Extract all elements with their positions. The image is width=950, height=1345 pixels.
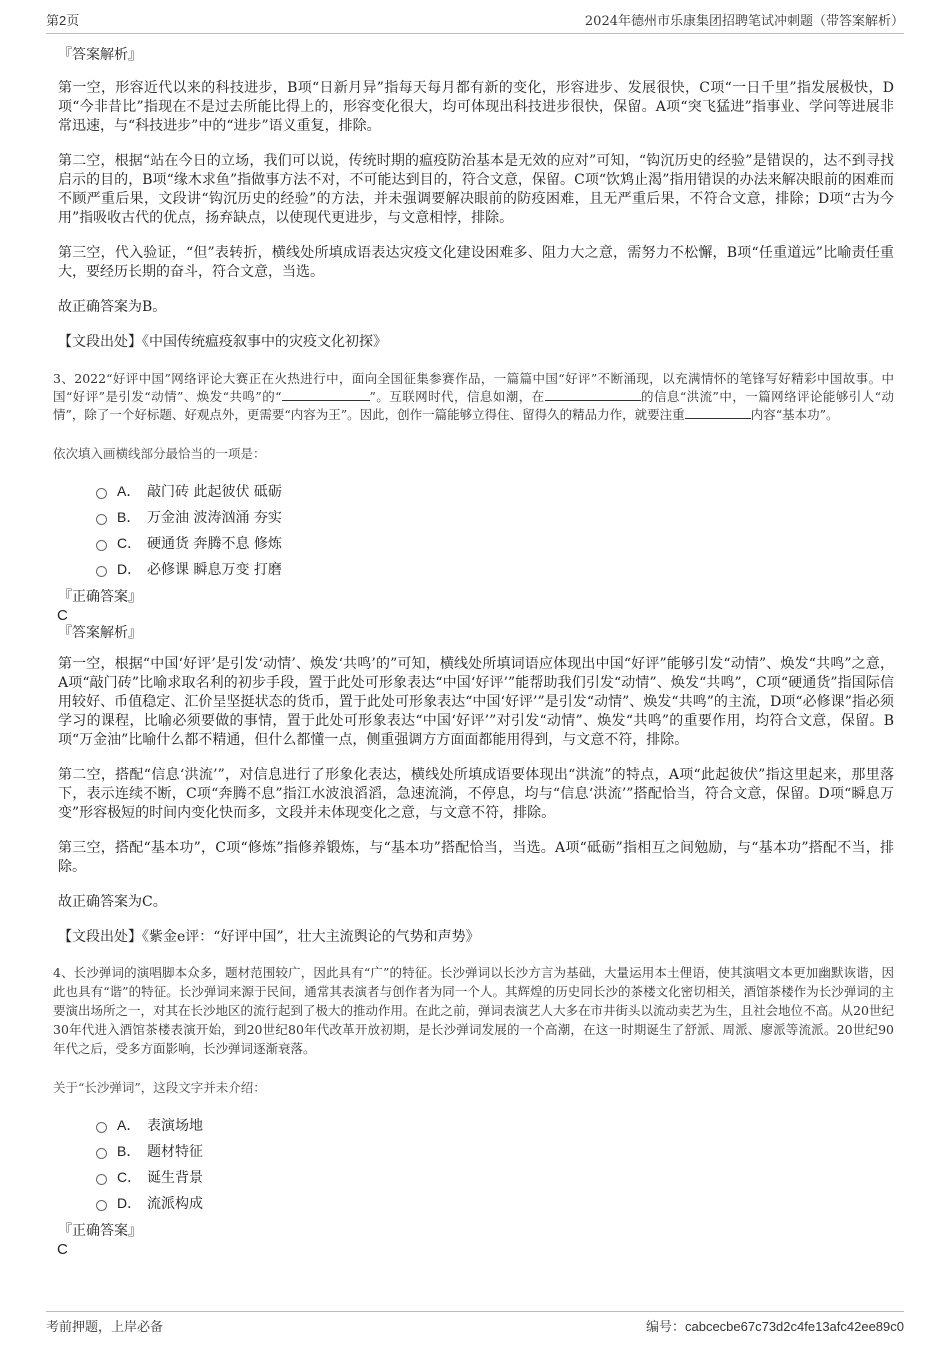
q3-prompt: 依次填入画横线部分最恰当的一项是： [53,446,266,461]
document-title: 2024年德州市乐康集团招聘笔试冲刺题（带答案解析） [584,14,904,29]
radio-icon[interactable] [96,1148,107,1159]
q3-options [96,478,894,582]
q3-answer-tag: 『正确答案』 [58,589,142,605]
q3-question-text: 3、2022“好评中国”网络评论大赛正在火热进行中，面向全国征集参赛作品，一篇篇中国“好评”不断涌现，以充满情怀的笔锋写好精彩中国故事。中国“好评”是引发“动情”、焕发“共鸣”的“ ”。互联网时代，信息如潮，在 的信息“洪流”中，一篇网络评论能够引人“动情”，除了一个好标题、好观点外，更需要“内容为王”。因此，创作一篇能够立得住、留得久的精品力作，就要注重 内容“基本功”。 [53,371,894,422]
q3-conclusion: 故正确答案为C。 [58,894,167,910]
page-number: 第2页 [46,13,80,28]
q2-explanation-p1: 第一空，形容近代以来的科技进步，B项“日新月异”指每天每月都有新的变化，形容进步、发展很快，C项“一日千里”指发展极快，D项“今非昔比”指现在不是过去所能比得上的，形容变化很大，均可体现出科技进步很快，保留。A项“突飞猛进”指事业、学问等进展非常迅速，与“科技进步”中的“进步”语义重复，排除。 [58,80,894,134]
radio-icon[interactable] [96,566,107,577]
q4-option-c[interactable]: C． 诞生背景 [96,1164,894,1190]
q3-explanation-p2: 第二空，搭配“信息‘洪流’”，对信息进行了形象化表达，横线处所填成语要体现出“洪流”的特点，A项“此起彼伏”指这里起来，那里落下，表示连续不断，C项“奔腾不息”指江水波浪滔滔，急速流淌，不停息，均与“信息‘洪流’”搭配恰当，符合文意，保留。D项“瞬息万变”形容极短的时间内变化快而多，文段并未体现变化之意，与文意不符，排除。 [58,767,894,821]
q4-answer-tag: 『正确答案』 [58,1223,142,1239]
page-header [46,10,904,34]
q2-explanation-p2: 第二空，根据“站在今日的立场，我们可以说，传统时期的瘟疫防治基本是无效的应对”可知，“钩沉历史的经验”是错误的，达不到寻找启示的目的，B项“缘木求鱼”指做事方法不对，不可能达到目的，符合文意，保留。C项“饮鸩止渴”指用错误的办法来解决眼前的困难而不顾严重后果，文段讲“钩沉历史的经验”的方法，并未强调要解决眼前的防疫困难，且无严重后果，不符合文意，排除；D项“古为今用”指吸收古代的优点，扬弃缺点，以使现代更进步，与文意相悖，排除。 [58,153,894,226]
radio-icon[interactable] [96,514,107,525]
page-footer [46,1311,904,1335]
q4-options [96,1112,894,1216]
q4-prompt: 关于“长沙弹词”，这段文字并未介绍： [53,1080,266,1095]
q3-blank-1 [282,388,370,401]
q3-option-c[interactable]: C． 硬通货 奔腾不息 修炼 [96,530,894,556]
q2-explanation-p3: 第三空，代入验证，“但”表转折，横线处所填成语表达灾疫文化建设困难多、阻力大之意，需努力不松懈，B项“任重道远”比喻责任重大，要经历长期的奋斗，符合文意，当选。 [58,245,894,280]
radio-icon[interactable] [96,488,107,499]
q4-option-a[interactable]: A． 表演场地 [96,1112,894,1138]
footer-slogan: 考前押题，上岸必备 [46,1320,164,1335]
q3-blank-3 [685,406,751,419]
q2-explanation-tag: 『答案解析』 [58,47,142,63]
radio-icon[interactable] [96,540,107,551]
q3-source: 【文段出处】《紫金e评：“好评中国”，壮大主流舆论的气势和声势》 [58,929,480,945]
q3-explanation-tag: 『答案解析』 [58,625,142,641]
q3-explanation-p3: 第三空，搭配“基本功”，C项“修炼”指修养锻炼，与“基本功”搭配恰当，当选。A项“砥砺”指相互之间勉励，与“基本功”搭配不当，排除。 [58,840,894,875]
q3-option-d[interactable]: D． 必修课 瞬息万变 打磨 [96,556,894,582]
radio-icon[interactable] [96,1122,107,1133]
q3-explanation-p1: 第一空，根据“中国‘好评’是引发‘动情’、焕发‘共鸣’的”可知，横线处所填词语应体现出中国“好评”能够引发“动情”、焕发“共鸣”之意，A项“敲门砖”比喻求取名利的初步手段，置于此处可形象表达“中国‘好评’”能帮助我们引发“动情”、焕发“共鸣”，C项“硬通货”指国际信用较好、币值稳定、汇价呈坚挺状态的货币，置于此处可形象表达“中国‘好评’”是引发“动情”、焕发“共鸣”的主流，D项“必修课”指必须学习的课程，比喻必须要做的事情，置于此处可形象表达“中国‘好评’”对引发“动情”、焕发“共鸣”的重要作用，均符合文意，保留。B项“万金油”比喻什么都不精通，但什么都懂一点，侧重强调方方面面都能用得到，与文意不符，排除。 [58,656,894,748]
radio-icon[interactable] [96,1174,107,1185]
radio-icon[interactable] [96,1200,107,1211]
q2-source: 【文段出处】《中国传统瘟疫叙事中的灾疫文化初探》 [58,334,387,350]
q4-option-d[interactable]: D． 流派构成 [96,1190,894,1216]
q3-option-b[interactable]: B． 万金油 波涛汹涌 夯实 [96,504,894,530]
q3-answer: C [57,607,68,624]
document-code: 编号：cabcecbe67c73d2c4fe13afc42ee89c0 [645,1319,904,1335]
q2-conclusion: 故正确答案为B。 [58,299,167,315]
q3-option-a[interactable]: A． 敲门砖 此起彼伏 砥砺 [96,478,894,504]
q4-answer: C [57,1241,68,1258]
q4-question-text: 4、长沙弹词的演唱脚本众多，题材范围较广，因此具有“广”的特征。长沙弹词以长沙方言为基础，大量运用本土俚语，使其演唱文本更加幽默诙谐，因此也具有“谐”的特征。长沙弹词来源于民间，通常其表演者与创作者为同一个人。其辉煌的历史同长沙的茶楼文化密切相关，酒馆茶楼作为长沙弹词的主要演出场所之一，对其在长沙地区的流行起到了极大的推动作用。在此之前，弹词表演艺人大多在市井街头以流动卖艺为生，且社会地位不高。从20世纪30年代进入酒馆茶楼表演开始，到20世纪80年代改革开放初期，是长沙弹词发展的一个高潮，在这一时期诞生了舒派、周派、廖派等流派。20世纪90年代之后，受多方面影响，长沙弹词逐渐衰落。 [53,965,894,1056]
q3-blank-2 [545,388,641,401]
q4-option-b[interactable]: B． 题材特征 [96,1138,894,1164]
page-content [53,46,894,1258]
